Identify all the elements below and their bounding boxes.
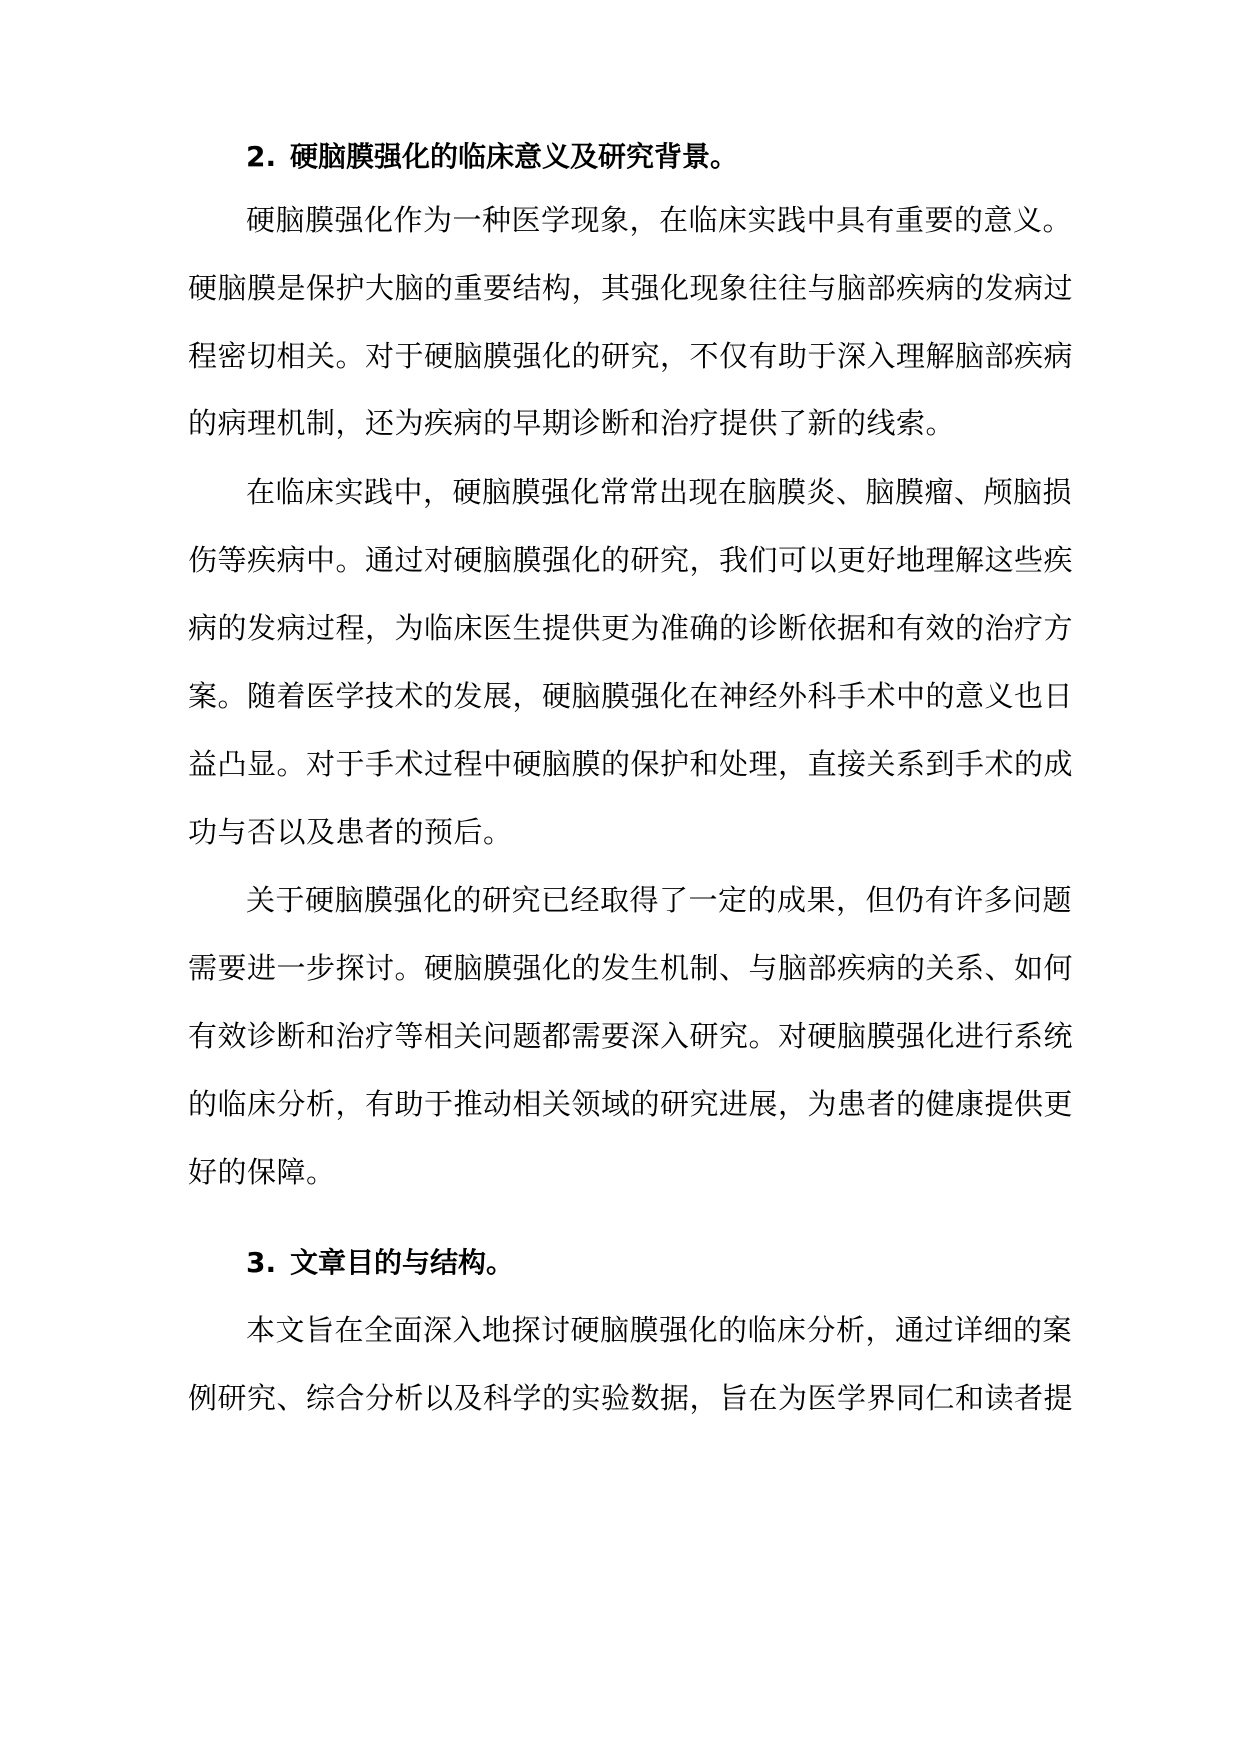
paragraph-line: 程密切相关。对于硬脑膜强化的研究，不仅有助于深入理解脑部疾病 xyxy=(188,339,1074,373)
paragraph-line: 关于硬脑膜强化的研究已经取得了一定的成果，但仍有许多问题 xyxy=(246,883,1073,917)
section-3-title: 文章目的与结构。 xyxy=(290,1246,515,1279)
paragraph-line: 例研究、综合分析以及科学的实验数据，旨在为医学界同仁和读者提 xyxy=(188,1381,1074,1415)
paragraph-line: 需要进一步探讨。硬脑膜强化的发生机制、与脑部疾病的关系、如何 xyxy=(188,951,1074,985)
paragraph-line: 伤等疾病中。通过对硬脑膜强化的研究，我们可以更好地理解这些疾 xyxy=(188,543,1074,577)
paragraph-line: 硬脑膜强化作为一种医学现象，在临床实践中具有重要的意义。 xyxy=(246,203,1073,237)
paragraph-line: 案。随着医学技术的发展，硬脑膜强化在神经外科手术中的意义也日 xyxy=(188,679,1074,713)
paragraph-line: 在临床实践中，硬脑膜强化常常出现在脑膜炎、脑膜瘤、颅脑损 xyxy=(246,475,1073,509)
paragraph-line: 硬脑膜是保护大脑的重要结构，其强化现象往往与脑部疾病的发病过 xyxy=(188,271,1074,305)
paragraph-line: 有效诊断和治疗等相关问题都需要深入研究。对硬脑膜强化进行系统 xyxy=(188,1019,1074,1053)
paragraph-line: 益凸显。对于手术过程中硬脑膜的保护和处理，直接关系到手术的成 xyxy=(188,747,1074,781)
paragraph-line: 病的发病过程，为临床医生提供更为准确的诊断依据和有效的治疗方 xyxy=(188,611,1074,645)
paragraph-line: 的病理机制，还为疾病的早期诊断和治疗提供了新的线索。 xyxy=(188,406,956,440)
section-2-title: 硬脑膜强化的临床意义及研究背景。 xyxy=(290,140,739,173)
section-3-heading xyxy=(246,1243,514,1283)
paragraph-line: 功与否以及患者的预后。 xyxy=(188,815,513,849)
paragraph-line: 好的保障。 xyxy=(188,1155,336,1189)
paragraph-line: 本文旨在全面深入地探讨硬脑膜强化的临床分析，通过详细的案 xyxy=(246,1313,1073,1347)
section-2-number: 2. xyxy=(246,140,277,173)
section-3-number: 3. xyxy=(246,1246,277,1279)
paragraph-line: 的临床分析，有助于推动相关领域的研究进展，为患者的健康提供更 xyxy=(188,1087,1074,1121)
section-2-heading xyxy=(246,137,738,177)
